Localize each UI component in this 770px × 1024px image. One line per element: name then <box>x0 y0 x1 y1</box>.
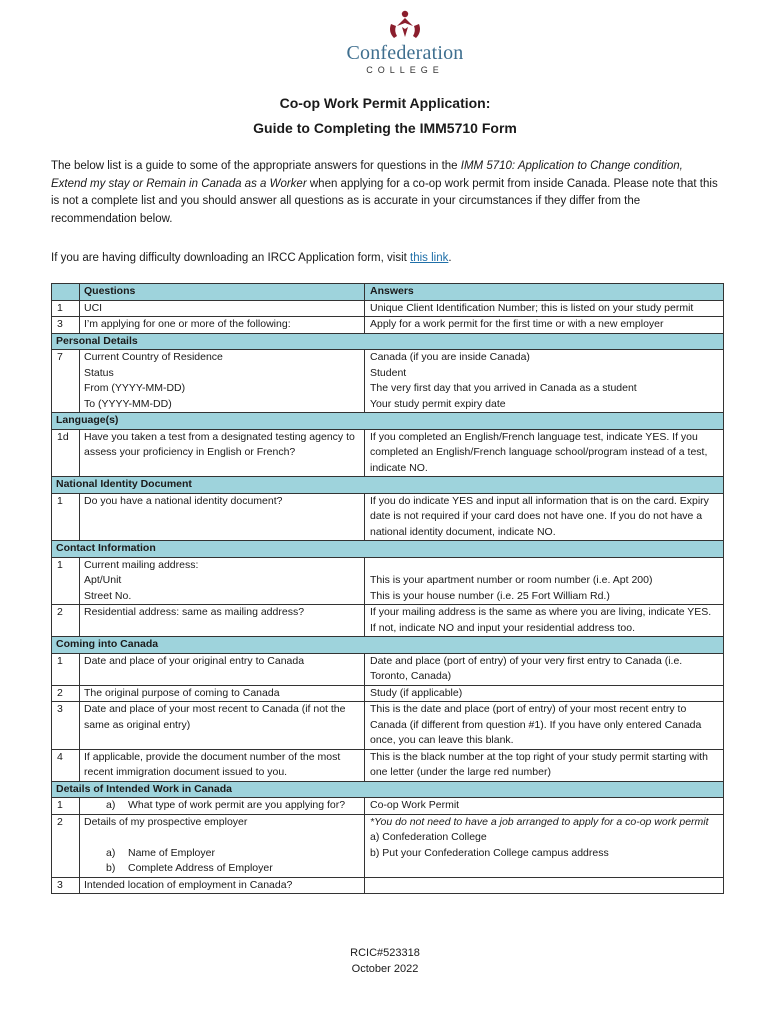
row-num: 3 <box>52 317 80 334</box>
section-intended-work <box>52 781 724 798</box>
row-question: If applicable, provide the document number of the most recent immigration document issued to you. <box>80 749 365 781</box>
list-marker: b) <box>106 862 116 874</box>
table-header <box>52 284 724 301</box>
answer-note: *You do not need to have a job arranged to apply for a co-op work permit <box>370 815 709 828</box>
question-line: From (YYYY-MM-DD) <box>84 382 186 394</box>
question-line: What type of work permit are you applying for? <box>128 799 346 811</box>
download-text: If you are having difficulty downloading an IRCC Application form, visit <box>51 252 411 264</box>
row-answer: If your mailing address is the same as where you are living, indicate YES. If not, indicate NO and input your residential address too. <box>365 605 724 637</box>
section-coming-into-canada <box>52 637 724 654</box>
header-questions: Questions <box>80 284 365 301</box>
table-row <box>52 877 724 894</box>
row-num: 1d <box>52 429 80 477</box>
row-num: 3 <box>52 877 80 894</box>
section-title: Coming into Canada <box>52 637 724 654</box>
row-answer: Unique Client Identification Number; this is listed on your study permit <box>365 300 724 317</box>
row-answer <box>365 350 724 413</box>
row-num: 2 <box>52 685 80 702</box>
answer-blank-line <box>370 558 719 574</box>
table-row <box>52 350 724 413</box>
question-line: Current mailing address: <box>84 558 199 571</box>
section-title: Details of Intended Work in Canada <box>52 781 724 798</box>
ircc-link[interactable]: this link <box>410 252 449 264</box>
college-emblem-icon <box>385 10 425 40</box>
table-row <box>52 814 724 877</box>
row-answer: Date and place (port of entry) of your very first entry to Canada (i.e. Toronto, Canada) <box>365 653 724 685</box>
row-question <box>80 814 365 877</box>
question-blank-line <box>84 830 360 846</box>
row-num: 3 <box>52 702 80 750</box>
row-answer: Apply for a work permit for the first time or with a new employer <box>365 317 724 334</box>
row-question <box>80 557 365 605</box>
row-num: 1 <box>52 300 80 317</box>
row-question: Date and place of your original entry to Canada <box>80 653 365 685</box>
section-title: Contact Information <box>52 541 724 558</box>
table-row <box>52 429 724 477</box>
table-row <box>52 798 724 815</box>
row-question: UCI <box>80 300 365 317</box>
document-date: October 2022 <box>351 963 419 975</box>
intro-form-name: IMM 5710: Application to Change condition, Extend my stay or Remain in Canada as a Worker <box>51 160 683 190</box>
answer-line: The very first day that you arrived in Canada as a student <box>370 382 637 394</box>
list-marker: a) <box>106 799 116 811</box>
row-num: 2 <box>52 814 80 877</box>
table-row <box>52 702 724 750</box>
question-line: Apt/Unit <box>84 574 122 586</box>
section-title: National Identity Document <box>52 477 724 494</box>
section-national-identity <box>52 477 724 494</box>
answer-line: a) Confederation College <box>370 831 487 843</box>
download-period: . <box>448 252 452 264</box>
row-answer <box>365 877 724 894</box>
section-languages <box>52 413 724 430</box>
header-num <box>52 284 80 301</box>
header-answers: Answers <box>365 284 724 301</box>
table-row <box>52 749 724 781</box>
row-answer <box>365 814 724 877</box>
answer-line: This is your apartment number or room number (i.e. Apt 200) <box>370 574 653 586</box>
row-question: Have you taken a test from a designated testing agency to assess your proficiency in English or French? <box>80 429 365 477</box>
row-num: 4 <box>52 749 80 781</box>
intro-text-a: The below list is a guide to some of the appropriate answers for questions in the <box>51 160 461 172</box>
question-line: Current Country of Residence <box>84 351 223 363</box>
row-answer: If you do indicate YES and input all information that is on the card. Expiry date is not required if your card does not have one. If you do not have a national identity document, indicate NO. <box>365 493 724 541</box>
table-row <box>52 317 724 334</box>
logo-college: COLLEGE <box>366 65 444 75</box>
section-title: Personal Details <box>52 333 724 350</box>
row-question: Do you have a national identity document? <box>80 493 365 541</box>
answer-line: Student <box>370 366 407 379</box>
table-row <box>52 685 724 702</box>
row-question <box>80 350 365 413</box>
question-list-item <box>84 798 360 814</box>
question-line: To (YYYY-MM-DD) <box>84 397 172 410</box>
row-num: 7 <box>52 350 80 413</box>
section-personal-details <box>52 333 724 350</box>
table-row <box>52 605 724 637</box>
page-title: Co-op Work Permit Application: <box>279 95 491 111</box>
rcic-number: RCIC#523318 <box>350 947 420 959</box>
row-answer: This is the date and place (port of entry) of your most recent entry to Canada (if different from question #1). If you have only entered Canada once, you can leave this blank. <box>365 702 724 750</box>
answer-line: b) Put your Confederation College campus address <box>370 846 609 859</box>
college-logo <box>330 10 480 90</box>
list-marker: a) <box>106 846 116 859</box>
question-line: Name of Employer <box>128 846 215 859</box>
guide-table <box>51 283 724 894</box>
row-answer: If you completed an English/French language test, indicate YES. If you completed an English/French language school/program instead of a test, indicate NO. <box>365 429 724 477</box>
question-line: Street No. <box>84 589 132 602</box>
row-num: 1 <box>52 653 80 685</box>
answer-line: Your study permit expiry date <box>370 397 506 410</box>
row-question <box>80 798 365 815</box>
page-subtitle: Guide to Completing the IMM5710 Form <box>253 120 517 136</box>
footer <box>0 945 770 977</box>
question-list-item <box>84 861 360 877</box>
table-row <box>52 557 724 605</box>
row-question: I’m applying for one or more of the following: <box>80 317 365 334</box>
row-num: 1 <box>52 798 80 815</box>
row-answer <box>365 557 724 605</box>
answer-line: Canada (if you are inside Canada) <box>370 351 530 363</box>
row-question: Date and place of your most recent to Canada (if not the same as original entry) <box>80 702 365 750</box>
table-row <box>52 493 724 541</box>
question-line: Details of my prospective employer <box>84 815 248 828</box>
row-num: 2 <box>52 605 80 637</box>
download-note <box>51 250 721 268</box>
row-question: Residential address: same as mailing address? <box>80 605 365 637</box>
question-line: Complete Address of Employer <box>128 862 273 874</box>
question-line: Status <box>84 366 114 379</box>
answer-line: This is your house number (i.e. 25 Fort William Rd.) <box>370 589 610 602</box>
question-list-item <box>84 846 360 862</box>
section-contact-information <box>52 541 724 558</box>
section-title: Language(s) <box>52 413 724 430</box>
intro-paragraph <box>51 158 721 228</box>
row-answer: This is the black number at the top right of your study permit starting with one letter (under the large red number) <box>365 749 724 781</box>
row-question: The original purpose of coming to Canada <box>80 685 365 702</box>
row-answer: Study (if applicable) <box>365 685 724 702</box>
row-num: 1 <box>52 557 80 605</box>
logo-name: Confederation <box>346 42 464 64</box>
table-row <box>52 653 724 685</box>
row-question: Intended location of employment in Canada? <box>80 877 365 894</box>
row-num: 1 <box>52 493 80 541</box>
intro-text-b: when applying for a co-op work permit from inside Canada. Please note that this is not a complete list and you should answer all questions as is accurate in your circumstances if they differ from the recommendation below. <box>51 177 718 225</box>
table-row <box>52 300 724 317</box>
row-answer: Co-op Work Permit <box>365 798 724 815</box>
